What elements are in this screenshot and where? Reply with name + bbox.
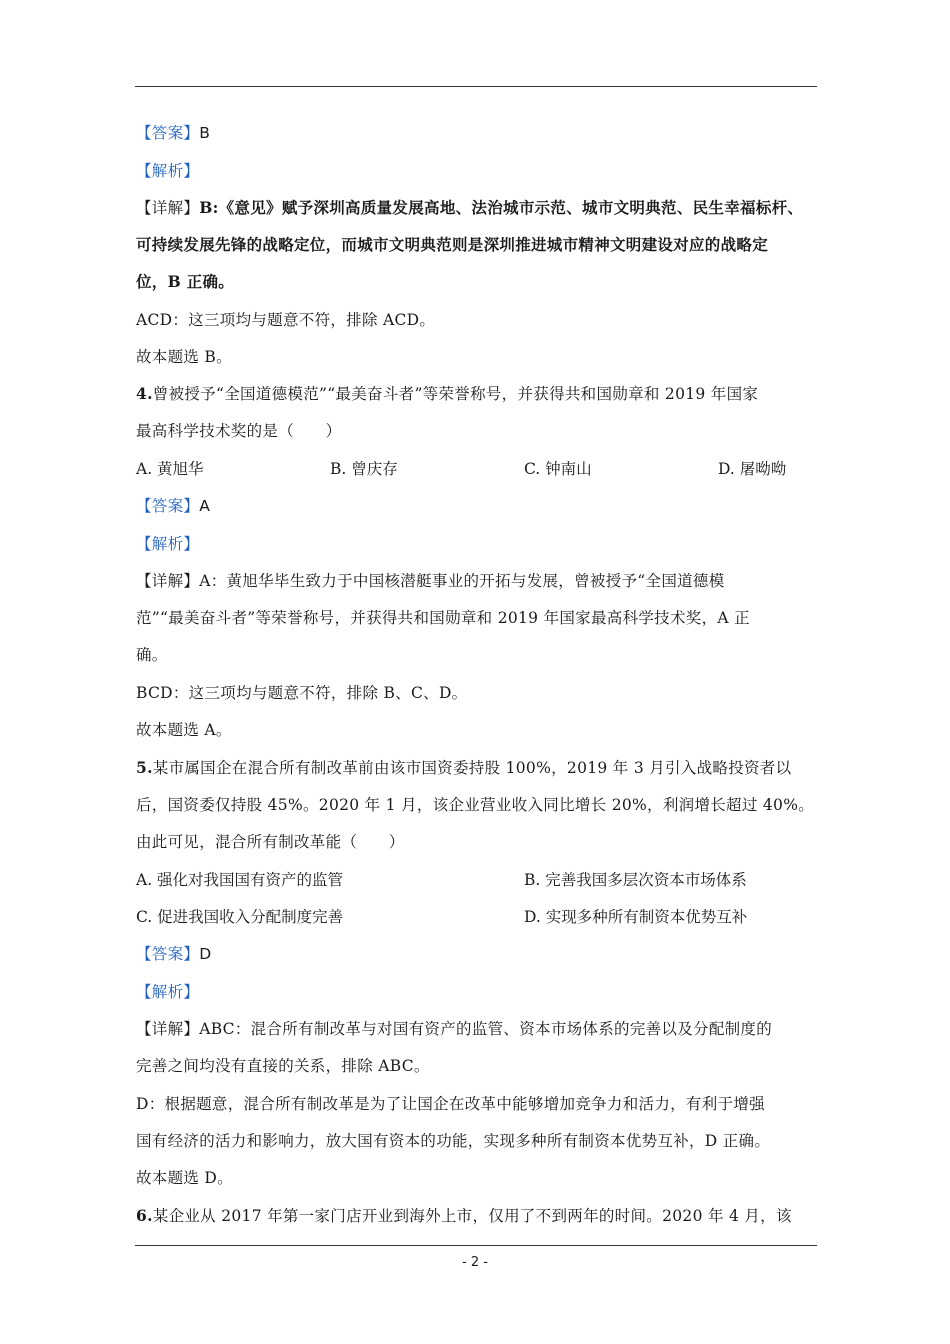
q5-option-b: B. 完善我国多层次资本市场体系 xyxy=(524,871,747,889)
q4-answer xyxy=(136,496,816,516)
q3-detail-line-1: 【详解】B:《意见》赋予深圳高质量发展高地、法治城市示范、城市文明典范、民生幸福标杆、 xyxy=(136,198,804,217)
q4-conclusion: 故本题选 A。 xyxy=(136,721,232,739)
detail-tag: 【详解】 xyxy=(136,1020,200,1038)
q3-detail-line-3: 位，B 正确。 xyxy=(136,272,235,291)
q4-option-b: B. 曾庆存 xyxy=(330,460,398,478)
q5-stem-line-2: 后，国资委仅持股 45%。2020 年 1 月，该企业营业收入同比增长 20%，利润增长超过 40%。 xyxy=(136,796,815,814)
q5-stem-line-1: 5.某市属国企在混合所有制改革前由该市国资委持股 100%，2019 年 3 月引入战略投资者以 xyxy=(136,758,792,777)
q5-analysis-tag: 【解析】 xyxy=(136,983,200,1001)
header-rule xyxy=(135,86,817,87)
q4-option-a: A. 黄旭华 xyxy=(136,460,204,478)
q5-option-a: A. 强化对我国国有资产的监管 xyxy=(136,871,344,889)
answer-value: A xyxy=(199,497,211,515)
question-number: 6. xyxy=(136,1206,153,1225)
answer-tag: 【答案】 xyxy=(136,945,200,963)
q5-detail-line-2: 完善之间均没有直接的关系，排除 ABC。 xyxy=(136,1057,430,1075)
answer-tag: 【答案】 xyxy=(136,497,200,515)
page-number: - 2 - xyxy=(462,1255,488,1270)
q4-option-c: C. 钟南山 xyxy=(524,460,592,478)
footer-rule xyxy=(135,1245,817,1246)
q5-d-line-2: 国有经济的活力和影响力，放大国有资本的功能，实现多种所有制资本优势互补，D 正确。 xyxy=(136,1132,771,1150)
q5-d-line-1: D：根据题意，混合所有制改革是为了让国企在改革中能够增加竞争力和活力，有利于增强 xyxy=(136,1095,765,1113)
detail-tag: 【详解】 xyxy=(136,199,200,217)
q4-bcd-line: BCD：这三项均与题意不符，排除 B、C、D。 xyxy=(136,684,468,702)
q4-stem-line-2: 最高科学技术奖的是（ ） xyxy=(136,422,342,440)
q3-analysis-tag: 【解析】 xyxy=(136,162,200,180)
question-number: 4. xyxy=(136,384,153,403)
answer-value: B xyxy=(199,124,211,142)
q5-answer xyxy=(136,944,816,964)
q4-detail-line-3: 确。 xyxy=(136,646,168,664)
answer-tag: 【答案】 xyxy=(136,124,200,142)
answer-value: D xyxy=(199,945,212,963)
q5-conclusion: 故本题选 D。 xyxy=(136,1169,233,1187)
q4-detail-line-1: 【详解】A：黄旭华毕生致力于中国核潜艇事业的开拓与发展，曾被授予“全国道德模 xyxy=(136,572,725,590)
q6-stem-line-1: 6.某企业从 2017 年第一家门店开业到海外上市，仅用了不到两年的时间。2020 年 4 月，该 xyxy=(136,1206,792,1225)
q4-analysis-tag: 【解析】 xyxy=(136,535,200,553)
q5-detail-line-1: 【详解】ABC：混合所有制改革与对国有资产的监管、资本市场体系的完善以及分配制度的 xyxy=(136,1020,773,1038)
q3-detail-line-2: 可持续发展先锋的战略定位，而城市文明典范则是深圳推进城市精神文明建设对应的战略定 xyxy=(136,235,769,254)
q4-stem-line-1: 4.曾被授予“全国道德模范”“最美奋斗者”等荣誉称号，并获得共和国勋章和 2019 年国家 xyxy=(136,384,759,403)
q4-detail-line-2: 范”“最美奋斗者”等荣誉称号，并获得共和国勋章和 2019 年国家最高科学技术奖，A 正 xyxy=(136,609,750,627)
detail-tag: 【详解】 xyxy=(136,572,200,590)
q5-stem-line-3: 由此可见，混合所有制改革能（ ） xyxy=(136,833,405,851)
q5-option-d: D. 实现多种所有制资本优势互补 xyxy=(524,908,748,926)
q4-option-d: D. 屠呦呦 xyxy=(718,460,787,478)
q5-option-c: C. 促进我国收入分配制度完善 xyxy=(136,908,344,926)
q3-answer xyxy=(136,123,816,143)
q3-conclusion: 故本题选 B。 xyxy=(136,348,232,366)
q3-acd-line: ACD：这三项均与题意不符，排除 ACD。 xyxy=(136,311,436,329)
question-number: 5. xyxy=(136,758,153,777)
